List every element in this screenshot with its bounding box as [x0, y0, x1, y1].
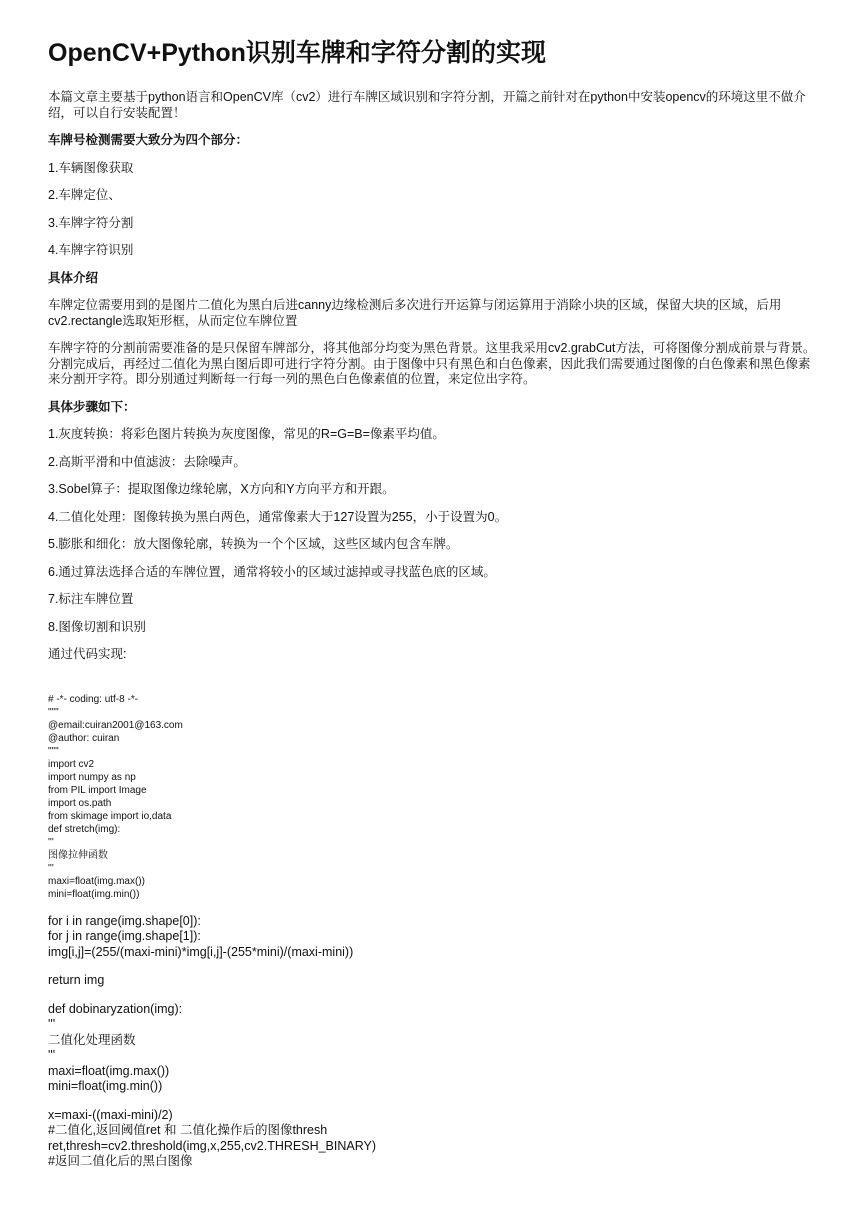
code-line: #二值化,返回阈值ret 和 二值化操作后的图像thresh: [48, 1123, 328, 1137]
code-line: ''': [48, 1017, 56, 1031]
intro-heading: 具体介绍: [48, 270, 99, 285]
code-line: 二值化处理函数: [48, 1032, 136, 1047]
code-line: maxi=float(img.max()): [48, 1063, 170, 1078]
code-line: """: [48, 706, 59, 718]
code-block-return: [48, 973, 820, 989]
code-line: def stretch(img):: [48, 823, 121, 835]
code-line: # -*- coding: utf-8 -*-: [48, 693, 139, 705]
steps-item: 7.标注车牌位置: [48, 592, 134, 606]
code-listing-small: [48, 693, 820, 901]
code-line: from skimage import io,data: [48, 810, 172, 822]
code-line: maxi=float(img.max()): [48, 875, 145, 887]
code-line: mini=float(img.min()): [48, 888, 140, 900]
code-line: import os.path: [48, 797, 112, 809]
intro-paragraph: 本篇文章主要基于python语言和OpenCV库（cv2）进行车牌区域识别和字符分割，开篇之前针对在python中安装opencv的环境这里不做介绍，可以自行安装配置！: [48, 90, 806, 120]
code-block-binarization: [48, 1002, 820, 1095]
code-intro: 通过代码实现:: [48, 647, 127, 661]
code-line: @author: cuiran: [48, 732, 120, 744]
parts-item: 2.车牌定位、: [48, 188, 121, 202]
steps-item: 5.膨胀和细化：放大图像轮廓，转换为一个个区域，这些区域内包含车牌。: [48, 537, 459, 551]
page-title: OpenCV+Python识别车牌和字符分割的实现: [48, 39, 546, 67]
code-line: img[i,j]=(255/(maxi-mini)*img[i,j]-(255*mini)/(maxi-mini)): [48, 944, 354, 959]
code-line: return img: [48, 973, 105, 987]
code-line: ret,thresh=cv2.threshold(img,x,255,cv2.THRESH_BINARY): [48, 1138, 377, 1153]
parts-heading: 车牌号检测需要大致分为四个部分：: [48, 133, 249, 147]
article: [48, 36, 820, 1170]
code-line: """: [48, 745, 59, 757]
code-block-loop: [48, 914, 820, 961]
parts-item: 3.车牌字符分割: [48, 215, 134, 230]
code-line: ''': [48, 862, 54, 874]
steps-item: 1.灰度转换：将彩色图片转换为灰度图像，常见的R=G=B=像素平均值。: [48, 427, 445, 441]
code-line: ''': [48, 836, 54, 848]
steps-item: 6.通过算法选择合适的车牌位置，通常将较小的区域过滤掉或寻找蓝色底的区域。: [48, 564, 496, 579]
paragraph-localization: 车牌定位需要用到的是图片二值化为黑白后进canny边缘检测后多次进行开运算与闭运算用于消除小块的区域，保留大块的区域，后用cv2.rectangle选取矩形框，从而定位车牌位置: [48, 298, 782, 328]
code-line: #返回二值化后的黑白图像: [48, 1154, 193, 1168]
steps-item: 3.Sobel算子：提取图像边缘轮廓，X方向和Y方向平方和开跟。: [48, 482, 395, 496]
parts-item: 1.车辆图像获取: [48, 160, 134, 175]
code-line: import cv2: [48, 758, 95, 770]
code-line: x=maxi-((maxi-mini)/2): [48, 1107, 173, 1122]
steps-item: 4.二值化处理：图像转换为黑白两色，通常像素大于127设置为255，小于设置为0。: [48, 509, 508, 524]
code-line: from PIL import Image: [48, 784, 147, 796]
code-block-threshold: [48, 1108, 820, 1170]
steps-heading: 具体步骤如下：: [48, 399, 136, 414]
code-line: for i in range(img.shape[0]):: [48, 913, 201, 928]
code-line: for j in range(img.shape[1]):: [48, 929, 201, 943]
parts-item: 4.车牌字符识别: [48, 243, 134, 257]
code-line: import numpy as np: [48, 771, 136, 783]
code-line: def dobinaryzation(img):: [48, 1001, 183, 1016]
code-line: ''': [48, 1048, 56, 1062]
paragraph-segmentation: 车牌字符的分割前需要准备的是只保留车牌部分，将其他部分均变为黑色背景。这里我采用cv2.grabCut方法，可将图像分割成前景与背景。分割完成后，再经过二值化为黑白图后即可进行字符分割。由于图像中只有黑色和白色像素，因此我们需要通过图像的白色像素和黑色像素来分割开字符。即分别通过判断每一行每一列的黑色白色像素值的位置，来定位出字符。: [48, 341, 816, 386]
steps-item: 8.图像切割和识别: [48, 619, 146, 634]
code-line: 图像拉伸函数: [48, 849, 108, 861]
steps-item: 2.高斯平滑和中值滤波：去除噪声。: [48, 454, 246, 469]
code-line: mini=float(img.min()): [48, 1079, 163, 1093]
code-line: @email:cuiran2001@163.com: [48, 719, 183, 731]
